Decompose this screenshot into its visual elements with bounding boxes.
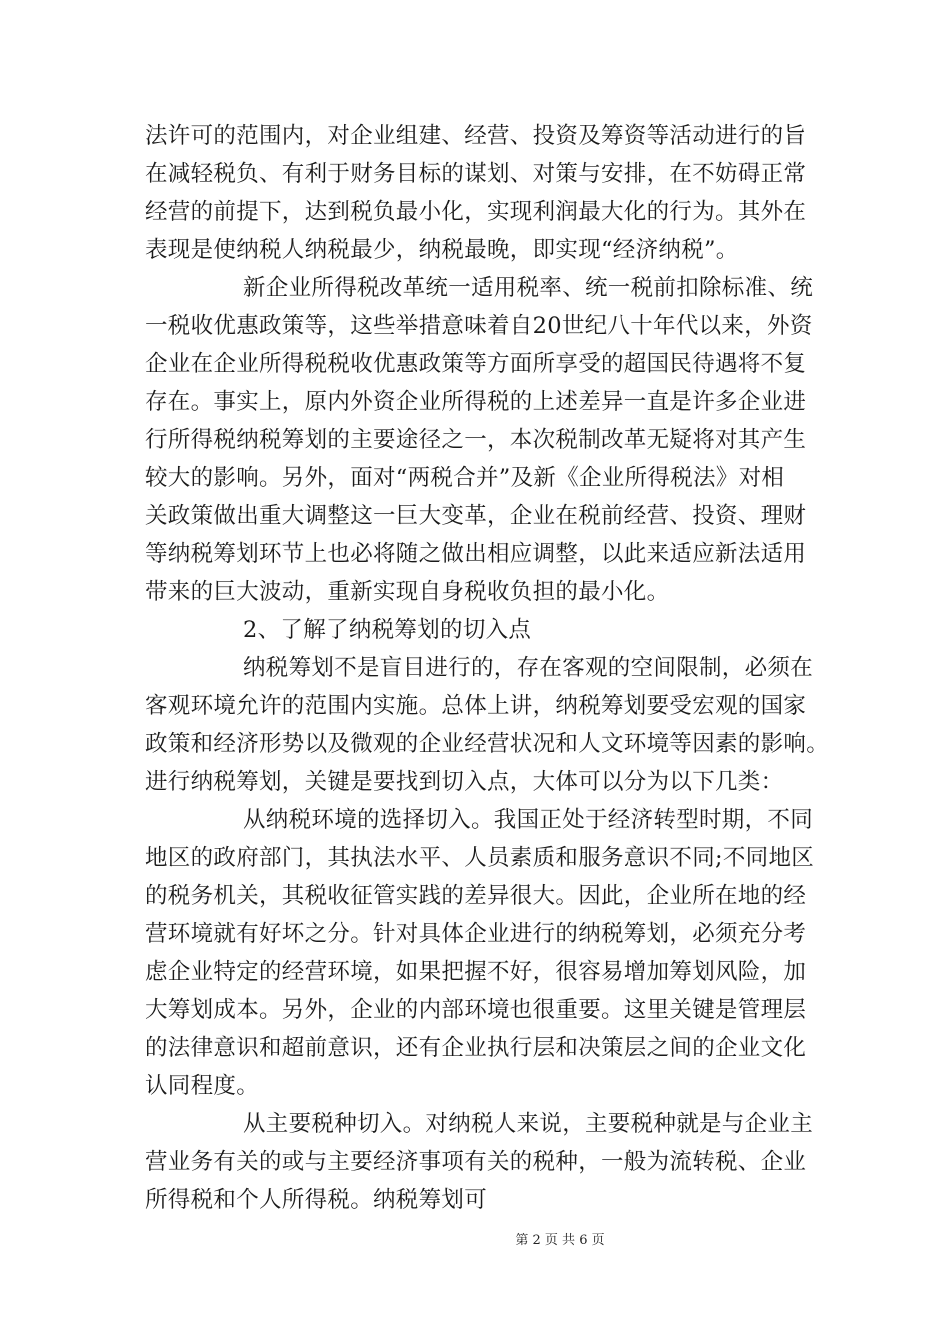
text-line: 法许可的范围内，对企业组建、经营、投资及筹资等活动进行的旨 [145,123,807,149]
text-line: 存在。事实上，原内外资企业所得税的上述差异一直是许多企业进 [145,389,807,415]
text-line: 在减轻税负、有利于财务目标的谋划、对策与安排，在不妨碍正常 [145,161,807,187]
text-line: 所得税和个人所得税。纳税筹划可 [145,1187,488,1213]
text-line: 带来的巨大波动，重新实现自身税收负担的最小化。 [145,579,670,605]
text-line: 客观环境允许的范围内实施。总体上讲，纳税筹划要受宏观的国家 [145,693,807,719]
text-line: 地区的政府部门，其执法水平、人员素质和服务意识不同;不同地区 [145,845,815,871]
paragraph-first-line: 从主要税种切入。对纳税人来说，主要税种就是与企业主 [243,1111,814,1137]
text-line: 关政策做出重大调整这一巨大变革，企业在税前经营、投资、理财 [145,503,807,529]
text-line: 政策和经济形势以及微观的企业经营状况和人文环境等因素的影响。 [145,731,830,757]
text-line: 经营的前提下，达到税负最小化，实现利润最大化的行为。其外在 [145,199,807,225]
text-line: 营业务有关的或与主要经济事项有关的税种，一般为流转税、企业 [145,1149,807,1175]
text-line: 认同程度。 [145,1073,260,1099]
text-line: 较大的影响。另外，面对“两税合并”及新《企业所得税法》对相 [145,465,785,491]
text-line: 表现是使纳税人纳税最少，纳税最晚，即实现“经济纳税”。 [145,237,739,263]
section-heading: 2、了解了纳税筹划的切入点 [243,617,532,643]
text-line: 的法律意识和超前意识，还有企业执行层和决策层之间的企业文化 [145,1035,807,1061]
paragraph-first-line: 纳税筹划不是盲目进行的，存在客观的空间限制，必须在 [243,655,814,681]
text-line: 虑企业特定的经营环境，如果把握不好，很容易增加筹划风险，加 [145,959,807,985]
paragraph-first-line: 从纳税环境的选择切入。我国正处于经济转型时期，不同 [243,807,814,833]
text-line: 行所得税纳税筹划的主要途径之一，本次税制改革无疑将对其产生 [145,427,807,453]
paragraph-first-line: 新企业所得税改革统一适用税率、统一税前扣除标准、统 [243,275,814,301]
text-line: 营环境就有好坏之分。针对具体企业进行的纳税筹划，必须充分考 [145,921,807,947]
text-line: 进行纳税筹划，关键是要找到切入点，大体可以分为以下几类： [145,769,784,795]
page-number-footer: 第 2 页 共 6 页 [515,1233,605,1248]
text-line: 一税收优惠政策等，这些举措意味着自20世纪八十年代以来，外资 [145,313,813,339]
text-line: 的税务机关，其税收征管实践的差异很大。因此，企业所在地的经 [145,883,807,909]
text-line: 企业在企业所得税税收优惠政策等方面所享受的超国民待遇将不复 [145,351,807,377]
text-line: 大筹划成本。另外，企业的内部环境也很重要。这里关键是管理层 [145,997,807,1023]
text-line: 等纳税筹划环节上也必将随之做出相应调整，以此来适应新法适用 [145,541,807,567]
